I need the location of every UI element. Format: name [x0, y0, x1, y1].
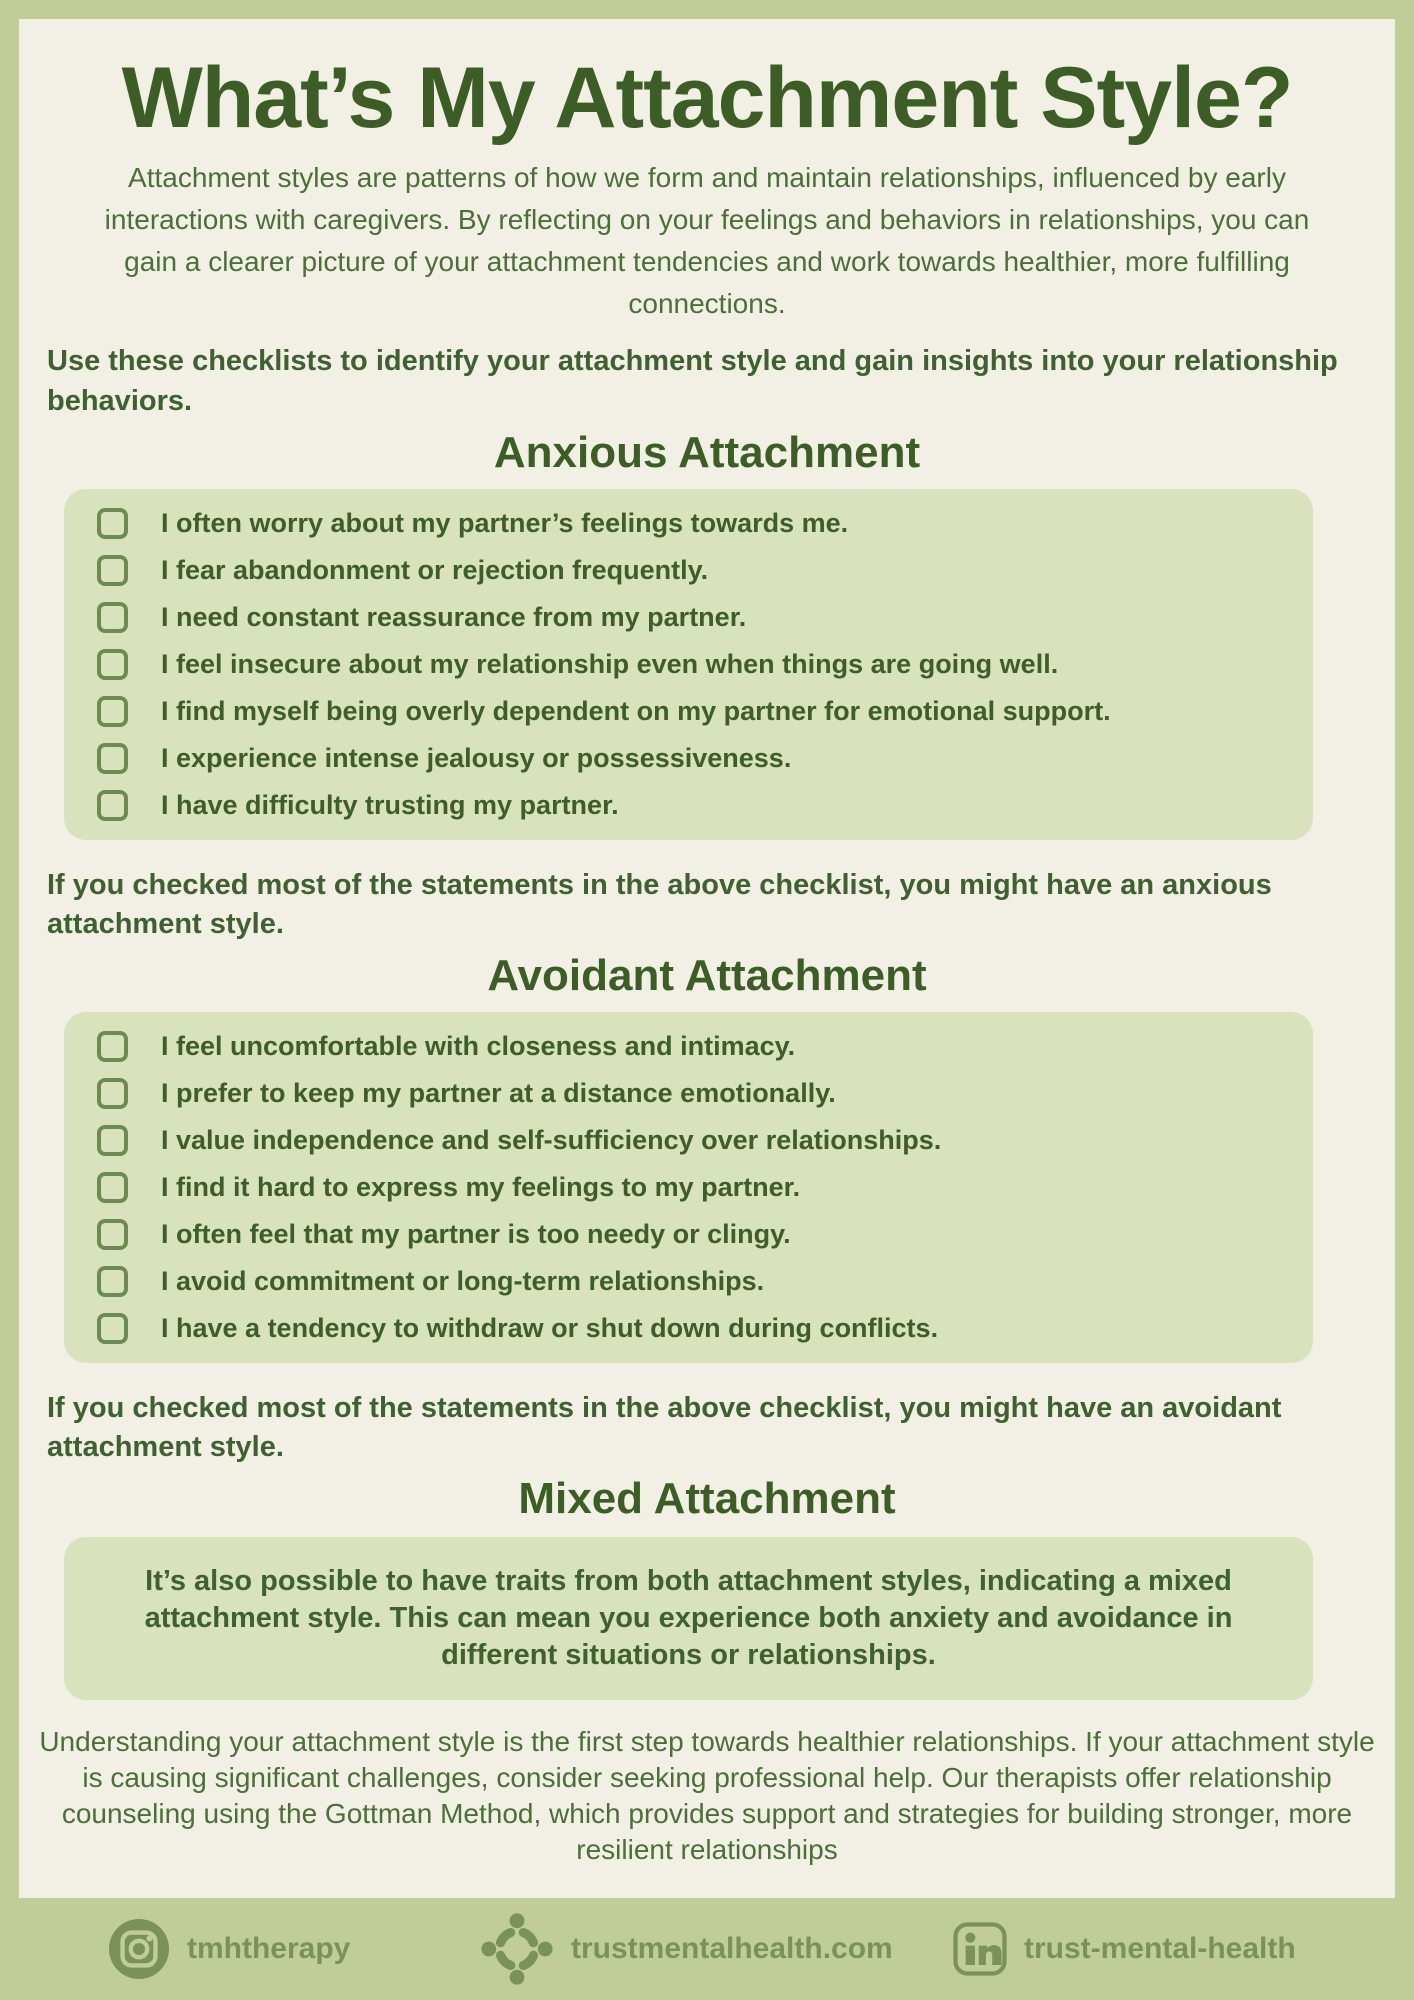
checklist-item-label: I experience intense jealousy or possessiveness. — [161, 743, 792, 773]
checklist-item-label: I often worry about my partner’s feelings towards me. — [161, 508, 849, 538]
checklist-item — [84, 688, 1293, 735]
checkbox[interactable] — [97, 1125, 128, 1156]
checklist-item-label: I need constant reassurance from my partner. — [161, 602, 747, 632]
checklist-item — [84, 641, 1293, 688]
checklist-item-label: I feel insecure about my relationship even when things are going well. — [161, 649, 1059, 679]
checklist-item — [84, 1305, 1293, 1352]
checklist-item — [84, 1070, 1293, 1117]
linkedin-icon — [953, 1922, 1007, 1976]
linkedin-handle: trust-mental-health — [1024, 1932, 1296, 1965]
checklist-item-label: I fear abandonment or rejection frequently. — [161, 555, 709, 585]
checklist-item — [84, 1211, 1293, 1258]
instagram-handle: tmhtherapy — [187, 1932, 351, 1965]
instagram-link[interactable] — [108, 1898, 350, 2000]
checkbox[interactable] — [97, 696, 128, 727]
checklist-item — [84, 500, 1293, 547]
checklist-item-label: I have a tendency to withdraw or shut down during conflicts. — [161, 1313, 939, 1343]
checklist-item-label: I feel uncomfortable with closeness and intimacy. — [161, 1031, 796, 1061]
page-title: What’s My Attachment Style? — [121, 50, 1293, 146]
avoidant-result-text: If you checked most of the statements in the above checklist, you might have an avoidant attachment style. — [47, 1392, 1282, 1463]
footer-band — [0, 1898, 1414, 2000]
instruction-text: Use these checklists to identify your attachment style and gain insights into your relationship behaviors. — [47, 345, 1338, 417]
section-heading-mixed: Mixed Attachment — [518, 1474, 896, 1523]
flyer-body — [19, 19, 1395, 1898]
instagram-icon — [108, 1918, 170, 1980]
checkbox[interactable] — [97, 1078, 128, 1109]
checkbox[interactable] — [97, 649, 128, 680]
checkbox[interactable] — [97, 602, 128, 633]
checklist-item-label: I have difficulty trusting my partner. — [161, 790, 619, 820]
intro-paragraph: Attachment styles are patterns of how we form and maintain relationships, influenced by early interactions with caregivers. By reflecting on your feelings and behaviors in relationships, you can gain a clearer picture of your attachment tendencies and work towards healthier, more fulfilling connections. — [104, 162, 1310, 319]
checkbox[interactable] — [97, 555, 128, 586]
checkbox[interactable] — [97, 790, 128, 821]
checkbox[interactable] — [97, 1313, 128, 1344]
checklist-item-label: I often feel that my partner is too needy or clingy. — [161, 1219, 791, 1249]
checkbox[interactable] — [97, 1031, 128, 1062]
avoidant-checklist — [64, 1012, 1313, 1363]
trust-mental-health-logo-icon — [480, 1912, 554, 1986]
checklist-item — [84, 547, 1293, 594]
section-heading-avoidant: Avoidant Attachment — [487, 951, 927, 1000]
checklist-item — [84, 1023, 1293, 1070]
checkbox[interactable] — [97, 743, 128, 774]
checklist-item — [84, 1258, 1293, 1305]
checklist-item-label: I find myself being overly dependent on my partner for emotional support. — [161, 696, 1111, 726]
website-url: trustmentalhealth.com — [571, 1932, 893, 1965]
checkbox[interactable] — [97, 1266, 128, 1297]
closing-paragraph: Understanding your attachment style is the first step towards healthier relationships. If your attachment style is causing significant challenges, consider seeking professional help. Our therapists offer relationship counseling using the Gottman Method, which provides support and strategies for building stronger, more resilient relationships — [39, 1726, 1375, 1865]
website-link[interactable] — [480, 1898, 893, 2000]
linkedin-link[interactable] — [953, 1898, 1296, 2000]
checklist-item — [84, 1117, 1293, 1164]
checkbox[interactable] — [97, 508, 128, 539]
checklist-item-label: I value independence and self-sufficiency over relationships. — [161, 1125, 942, 1155]
checklist-item — [84, 735, 1293, 782]
checklist-item-label: I prefer to keep my partner at a distance emotionally. — [161, 1078, 836, 1108]
checklist-item — [84, 1164, 1293, 1211]
section-heading-anxious: Anxious Attachment — [493, 428, 921, 477]
anxious-result-text: If you checked most of the statements in the above checklist, you might have an anxious attachment style. — [47, 869, 1272, 940]
mixed-attachment-box — [64, 1537, 1313, 1700]
checklist-item — [84, 594, 1293, 641]
checklist-item-label: I avoid commitment or long-term relationships. — [161, 1266, 765, 1296]
checklist-item-label: I find it hard to express my feelings to my partner. — [161, 1172, 801, 1202]
checkbox[interactable] — [97, 1172, 128, 1203]
checkbox[interactable] — [97, 1219, 128, 1250]
mixed-attachment-text: It’s also possible to have traits from both attachment styles, indicating a mixed attachment style. This can mean you experience both anxiety and avoidance in different situations or relationships. — [144, 1565, 1233, 1671]
anxious-checklist — [64, 489, 1313, 840]
checklist-item — [84, 782, 1293, 829]
